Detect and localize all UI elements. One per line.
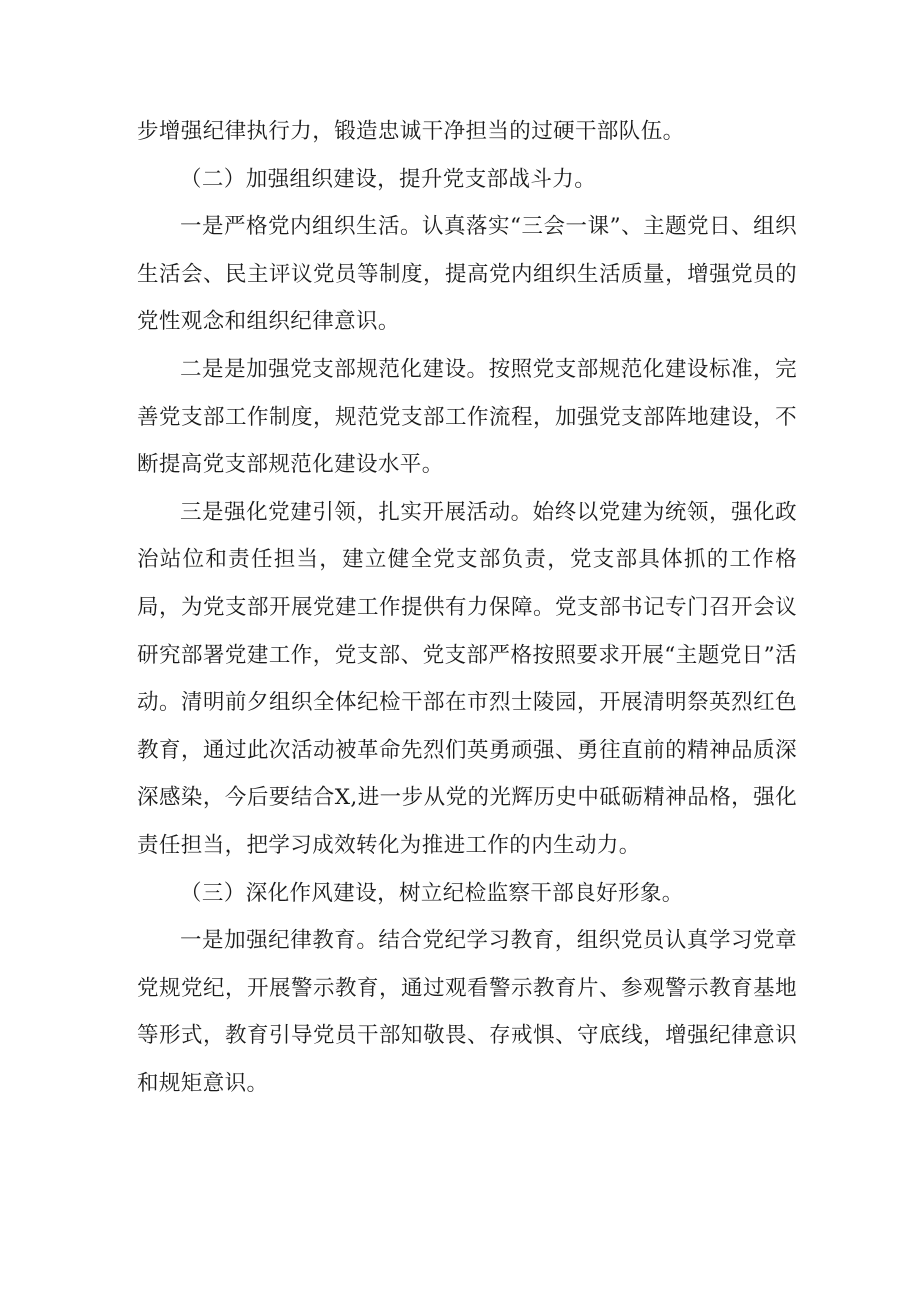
- document-body: [137, 108, 797, 1107]
- paragraph-discipline-education: 一是加强纪律教育。结合党纪学习教育，组织党员认真学习党章党规党纪，开展警示教育，通过观看警示教育片、参观警示教育基地等形式，教育引导党员干部知敬畏、存戒惧、守底线，增强纪律意识和规矩意识。: [137, 928, 797, 1096]
- section-heading-work-style: （三）深化作风建设，树立纪检监察干部良好形象。: [180, 880, 684, 906]
- paragraph-party-building-activities: 三是强化党建引领，扎实开展活动。始终以党建为统领，强化政治站位和责任担当，建立健全党支部负责，党支部具体抓的工作格局，为党支部开展党建工作提供有力保障。党支部书记专门召开会议研究部署党建工作，党支部、党支部严格按照要求开展“主题党日”活动。清明前夕组织全体纪检干部在市烈士陵园，开展清明祭英烈红色教育，通过此次活动被革命先烈们英勇顽强、勇往直前的精神品质深深感染，今后要结合X,进一步从党的光辉历史中砥砺精神品格，强化责任担当，把学习成效转化为推进工作的内生动力。: [137, 499, 797, 858]
- paragraph-branch-standardization: 二是是加强党支部规范化建设。按照党支部规范化建设标准，完善党支部工作制度，规范党支部工作流程，加强党支部阵地建设，不断提高党支部规范化建设水平。: [137, 356, 797, 478]
- paragraph-organizational-life: 一是严格党内组织生活。认真落实“三会一课”、主题党日、组织生活会、民主评议党员等制度，提高党内组织生活质量，增强党员的党性观念和组织纪律意识。: [137, 214, 797, 335]
- paragraph-continuation: 步增强纪律执行力，锻造忠诚干净担当的过硬干部队伍。: [137, 119, 685, 144]
- section-heading-organization: （二）加强组织建设，提升党支部战斗力。: [180, 166, 597, 192]
